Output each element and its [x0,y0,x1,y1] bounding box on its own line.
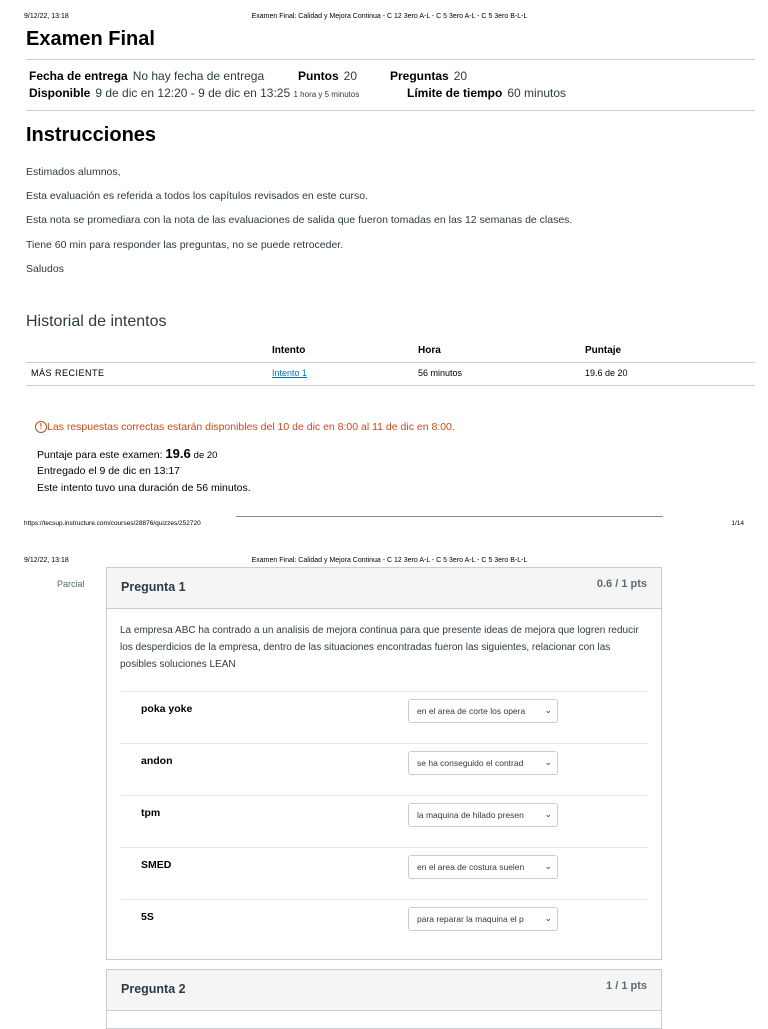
exam-score [37,446,217,461]
score-label: Puntaje para este examen: [37,449,163,461]
chevron-down-icon: ⌄ [544,913,552,923]
column-header-time: Hora [418,345,441,356]
chevron-down-icon: ⌄ [544,705,552,715]
duration-text: Este intento tuvo una duración de 56 minutos. [37,482,251,494]
instruction-paragraph: Esta evaluación es referida a todos los capítulos revisados en este curso. [26,190,369,202]
answers-notice: Las respuestas correctas estarán disponibles del 10 de dic en 8:00 al 11 de dic en 8:00. [47,421,455,433]
match-select-value: la maquina de hilado presen [417,810,524,820]
history-heading: Historial de intentos [26,313,167,330]
column-header-score: Puntaje [585,345,622,356]
chevron-down-icon: ⌄ [544,809,552,819]
question-points: 0.6 / 1 pts [596,578,647,590]
match-row [121,691,647,744]
instruction-paragraph: Saludos [26,263,64,275]
question-title: Pregunta 2 [121,982,186,996]
questions-label: Preguntas [390,69,449,83]
time-limit [407,86,566,100]
match-row [121,899,647,952]
match-select[interactable] [408,907,558,931]
match-select[interactable] [408,699,558,723]
score-suffix: de 20 [193,450,218,461]
question-card [106,969,662,1029]
submitted-text: Entregado el 9 de dic en 13:17 [37,465,181,477]
warning-icon: ! [35,421,47,433]
points [298,69,357,83]
question-text: La empresa ABC ha contrado a un analisis de mejora continua para que presente ideas de mejora que logren reducir los desperdicios de la empresa, dentro de las situaciones encontradas fueron las siguientes, relacionar con las posibles soluciones LEAN [120,625,639,670]
instruction-paragraph: Tiene 60 min para responder las preguntas, no se puede retroceder. [26,239,344,251]
available-duration: 1 hora y 5 minutos [293,90,360,99]
due-label: Fecha de entrega [29,69,128,83]
divider [26,110,755,111]
attempt-link[interactable]: Intento 1 [272,368,308,378]
instruction-paragraph: Esta nota se promediara con la nota de las evaluaciones de salida que fueron tomadas en las 12 semanas de clases. [26,214,573,226]
print-date: 9/12/22, 13:18 [24,557,69,564]
instructions-heading: Instrucciones [26,124,157,146]
available [29,86,359,100]
match-row [121,847,647,900]
match-select-value: para reparar la maquina el p [417,914,524,924]
time-limit-label: Límite de tiempo [407,86,503,100]
footer-divider [236,516,663,517]
match-label: poka yoke [141,703,193,715]
match-label: andon [141,755,173,767]
attempt-time: 56 minutos [418,368,463,378]
question-header [107,568,661,609]
due-value: No hay fecha de entrega [132,69,265,83]
score-value: 19.6 [165,446,191,461]
match-select-value: en el area de corte los opera [417,706,526,716]
instruction-paragraph: Estimados alumnos, [26,166,121,178]
question-title: Pregunta 1 [121,580,186,594]
match-label: tpm [141,807,161,819]
points-value: 20 [343,69,358,83]
time-limit-value: 60 minutos [507,86,567,100]
match-row [121,743,647,796]
questions-value: 20 [453,69,468,83]
footer-page-number: 1/14 [731,520,744,527]
match-select-value: en el area de costura suelen [417,862,525,872]
available-value: 9 de dic en 12:20 - 9 de dic en 13:25 [95,86,291,100]
match-select[interactable] [408,855,558,879]
column-header-attempt: Intento [272,345,306,356]
match-label: 5S [141,911,154,923]
points-label: Puntos [298,69,339,83]
question-header [107,970,661,1011]
match-select[interactable] [408,803,558,827]
questions [390,69,467,83]
partial-label: Parcial [57,579,85,589]
due-date [29,69,264,83]
match-select[interactable] [408,751,558,775]
attempt-score: 19.6 de 20 [585,368,628,378]
match-row [121,795,647,848]
available-label: Disponible [29,86,91,100]
table-divider [26,362,755,363]
question-points: 1 / 1 pts [606,980,647,992]
question-card [106,567,662,960]
print-title: Examen Final: Calidad y Mejora Continua - C 12 3ero A-L - C 5 3ero A-L - C 5 3ero B-L-L [251,557,528,564]
match-select-value: se ha conseguido el contrad [417,758,524,768]
divider [26,59,755,60]
chevron-down-icon: ⌄ [544,757,552,767]
footer-url: https://tecsup.instructure.com/courses/28876/quizzes/252720 [24,520,201,527]
table-divider [26,385,755,386]
latest-label: MÁS RECIENTE [31,368,105,378]
match-label: SMED [141,859,172,871]
print-date: 9/12/22, 13:18 [24,13,69,20]
print-title: Examen Final: Calidad y Mejora Continua - C 12 3ero A-L - C 5 3ero A-L - C 5 3ero B-L-L [251,13,528,20]
page-title: Examen Final [26,28,155,50]
chevron-down-icon: ⌄ [544,861,552,871]
